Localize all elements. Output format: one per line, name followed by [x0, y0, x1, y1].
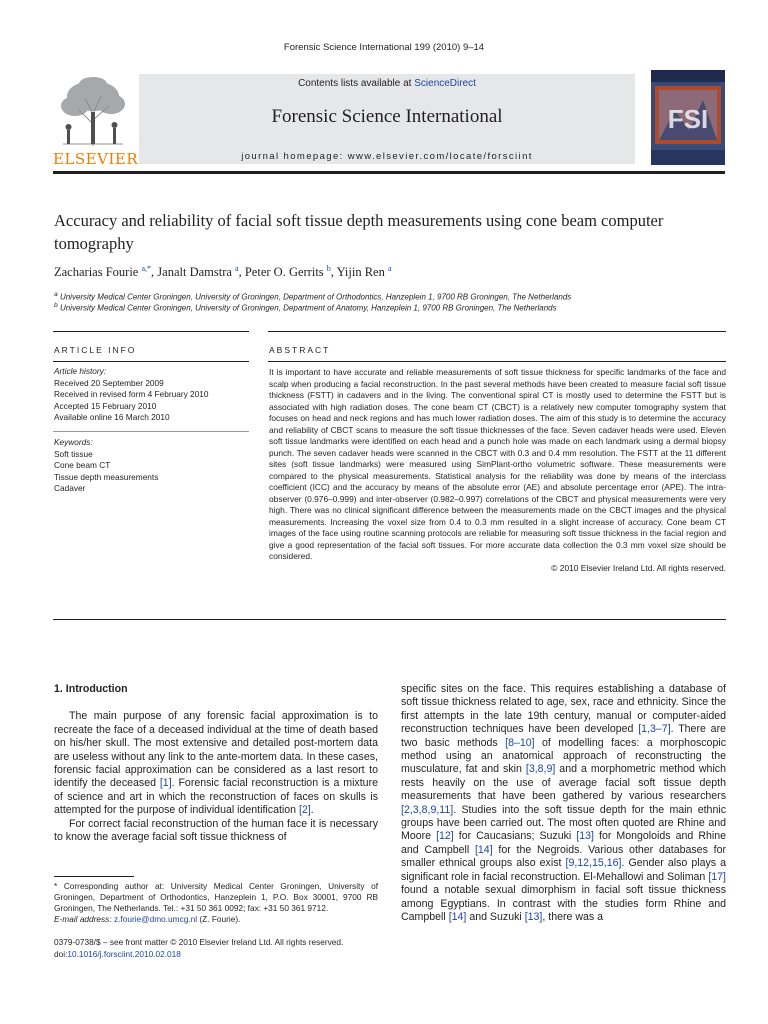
contents-line [139, 78, 635, 89]
doi-prefix: doi: [54, 948, 68, 959]
citation-link[interactable]: [2] [299, 804, 311, 817]
body-text: and a morphometric method which rests heavily on the use of average facial soft tissue depth measurements that have been gathered by various researchers [401, 763, 726, 803]
email-label: E-mail address: [54, 914, 112, 924]
contents-prefix: Contents lists available at [298, 78, 415, 89]
abstract-text: It is important to have accurate and reliable measurements of soft tissue thickness for specific landmarks of the face and scalp when producing a facial reconstruction. In the past several methods have been created to measure facial soft tissue thickness (FSTT) in cadavers and in the living. The conventional spiral CT is mostly used to determine the FSTT but is associated with high radiation doses. The cone beam CT (CBCT) is a relatively new computer tomography system that focuses on head and neck regions and has much lower radiation doses. The aim of this study is to determine the accuracy and reliability of CBCT scans to measure the soft tissue thicknesses of the face. Seven cadaver heads were used. Eleven soft tissue landmarks were identified on each head and a punch hole was made on each landmark using a dermal biopsy punch. The seven cadaver heads were scanned in the CBCT with 0.3 and 0.4 mm resolution. The FSTT at the 11 different sites (soft tissue landmarks) were measured using SimPlant-ortho volumetric software. These measurements were compared to the physical measurements. Statistical analysis for the reliability was done by means of the interclass coefficient (ICC) and the accuracy by means of the absolute error (AE) and absolute percentage error (APE). The intra-observer (0.976–0.999) and inter-observer (0.982–0.997) correlations of the CBCT and physical measurements were very high. There was no clinical significant difference between the measurements made on the CBCT images and the physical measurements. Increasing the voxel size from 0.4 to 0.3 mm resulted in a slight increase of accuracy. Cone beam CT images of the face using routine scanning protocols are reliable for measuring soft tissue thickness in the facial region and give a good representation of the facial soft tissues. For more accurate data collection the 0.3 mm voxel size should be considered. [269, 367, 726, 561]
divider [268, 331, 726, 332]
author-name: Janalt Damstra [157, 265, 232, 280]
citation-link[interactable]: [1,3–7] [638, 723, 671, 736]
divider [53, 431, 249, 432]
body-text: of modelling faces: a morphoscopic method using an anatomical approach of reconstructing the musculature, fat and skin [401, 736, 726, 776]
journal-homepage [139, 151, 635, 162]
citation-link[interactable]: [12] [436, 830, 454, 843]
body-text: . [310, 804, 314, 817]
history-accepted: Accepted 15 February 2010 [54, 400, 157, 411]
history-received: Received 20 September 2009 [54, 377, 164, 388]
body-paragraph [401, 683, 726, 924]
keyword: Soft tissue [54, 448, 93, 459]
body-text: found a notable sexual dimorphism in facial soft tissue thickness among Egyptians. In contrast with the studies form Rhine and Campbell [401, 884, 726, 923]
abstract-copyright: © 2010 Elsevier Ireland Ltd. All rights reserved. [551, 562, 726, 573]
keywords [54, 437, 250, 495]
masthead-rule [53, 171, 725, 174]
keyword: Tissue depth measurements [54, 471, 159, 482]
body-text: for Mongoloids and Rhine and Campbell [401, 830, 726, 856]
author-affiliation-mark[interactable]: a [235, 264, 239, 273]
article-history [54, 366, 250, 424]
email-link[interactable]: z.fourie@dmo.umcg.nl [113, 914, 198, 924]
citation-link[interactable]: [2,3,8,9,11] [401, 803, 454, 816]
author-list: Zacharias Fourie $^{a,*}$, Janalt Damstra $^a$, Peter O. Gerrits $^b$, Yijin Ren $^a$ [54, 264, 392, 280]
doi-line [54, 949, 378, 961]
divider [53, 361, 249, 362]
divider [53, 331, 249, 332]
history-revised: Received in revised form 4 February 2010 [54, 389, 209, 399]
corresponding-author-footnote [54, 881, 378, 925]
affiliation-a [54, 291, 571, 302]
author-name: Yijin Ren [336, 265, 385, 280]
body-text: and Suzuki [466, 910, 525, 923]
history-online: Available online 16 March 2010 [54, 412, 170, 422]
body-paragraph [54, 818, 378, 845]
body-text: for Caucasians; Suzuki [453, 830, 577, 843]
citation-link[interactable]: [13] [524, 910, 543, 923]
doi-link[interactable]: 10.1016/j.forsciint.2010.02.018 [67, 948, 181, 959]
section-heading: 1. Introduction [54, 683, 128, 695]
author-affiliation-mark[interactable]: b [326, 264, 331, 273]
abstract-heading: ABSTRACT [269, 345, 331, 355]
issn-line: 0379-0738/$ – see front matter © 2010 Elsevier Ireland Ltd. All rights reserved. [54, 937, 344, 947]
author-affiliation-mark[interactable]: a [387, 264, 392, 273]
citation-link[interactable]: [1] [159, 777, 172, 790]
citation-link[interactable]: [8–10] [505, 736, 535, 749]
body-text: . Forensic facial reconstruction is a mixture of science and art in which the reconstruction of faces on skulls is attempted for the purpose of individual identification [54, 777, 378, 817]
citation-link[interactable]: [13] [576, 830, 594, 843]
body-text: . Gender also plays a significant role in facial reconstruction. El-Mehallowi and Soliman [401, 857, 726, 883]
body-text: , there was a [542, 910, 604, 923]
body-text: . There are two basic methods [401, 723, 726, 749]
affiliation-mark: a [54, 291, 58, 298]
citation-link[interactable]: [14] [448, 910, 467, 923]
body-text: for the Negroids. Various other databases for smaller ethnical groups also exist [401, 843, 726, 870]
cover-monogram: FSI [667, 104, 709, 134]
email-suffix: (Z. Fourie). [197, 914, 241, 924]
body-text: . Studies into the soft tissue depth for the main ethnic groups have been carried out. The most often quoted are Rhine and Moore [401, 803, 726, 843]
divider [268, 361, 726, 362]
article-title: Accuracy and reliability of facial soft tissue depth measurements using cone beam computer tomography [54, 211, 664, 253]
citation-link[interactable]: [3,8,9] [525, 763, 556, 776]
footnote-text: * Corresponding author at: University Medical Center Groningen, University of Groningen, Department of Orthodontics, Hanzeplein 1, P.O. Box 30001, 9700 RB Groningen, The Netherlands. Tel.: +31 50 361 0092; fax: +31 50 361 9712. [54, 881, 378, 913]
affiliation-text: University Medical Center Groningen, University of Groningen, Department of Anatomy, Hanzeplein 1, 9700 RB Groningen, The Netherlands [59, 303, 557, 313]
affiliation-text: University Medical Center Groningen, University of Groningen, Department of Orthodontics, Hanzeplein 1, 9700 RB Groningen, The Netherlands [59, 292, 572, 302]
journal-title: Forensic Science International [271, 106, 503, 127]
author-name: Zacharias Fourie [54, 265, 139, 280]
history-label: Article history: [54, 366, 107, 376]
body-paragraph [54, 710, 378, 817]
body-text: The main purpose of any forensic facial approximation is to recreate the face of a deceased individual at the time of death based on his/her skull. The most extensive and detailed post-mortem data are useless without any link to the ante-mortem data. In these cases, forensic facial approximation can be considered as a last resort to identify the deceased [54, 710, 378, 790]
affiliation-b [54, 302, 557, 313]
citation-link[interactable]: [9,12,15,16] [565, 857, 622, 870]
sciencedirect-link[interactable]: ScienceDirect [414, 78, 476, 89]
citation-link[interactable]: [14] [474, 843, 493, 856]
homepage-url[interactable]: www.elsevier.com/locate/forsciint [347, 151, 533, 162]
front-matter [54, 937, 378, 960]
citation-link[interactable]: [17] [708, 870, 726, 883]
keyword: Cadaver [54, 483, 86, 493]
divider [53, 619, 726, 620]
body-column-left [54, 683, 378, 844]
abstract-body [269, 367, 726, 574]
author-name: Peter O. Gerrits [244, 265, 324, 280]
elsevier-wordmark: ELSEVIER [53, 150, 139, 168]
body-text: For correct facial reconstruction of the human face it is necessary to know the average facial soft tissue thickness of [54, 817, 378, 844]
body-text: specific sites on the face. This requires establishing a database of soft tissue thickness related to age, sex, race and ethnicity. Since the first attempts in the late 19th century, manual or computer-aided reconstruction techniques have been developed [401, 683, 726, 736]
article-info-heading: ARTICLE INFO [54, 345, 137, 355]
body-column-right [401, 683, 726, 924]
author-affiliation-mark[interactable]: a,* [141, 264, 152, 273]
journal-reference: Forensic Science International 199 (2010) 9–14 [283, 42, 485, 53]
homepage-prefix: journal homepage: [241, 151, 348, 162]
keywords-label: Keywords: [54, 437, 93, 447]
footnote-rule [54, 876, 134, 877]
journal-cover-image [651, 70, 725, 165]
affiliation-mark: b [54, 302, 58, 309]
keyword: Cone beam CT [54, 460, 111, 470]
